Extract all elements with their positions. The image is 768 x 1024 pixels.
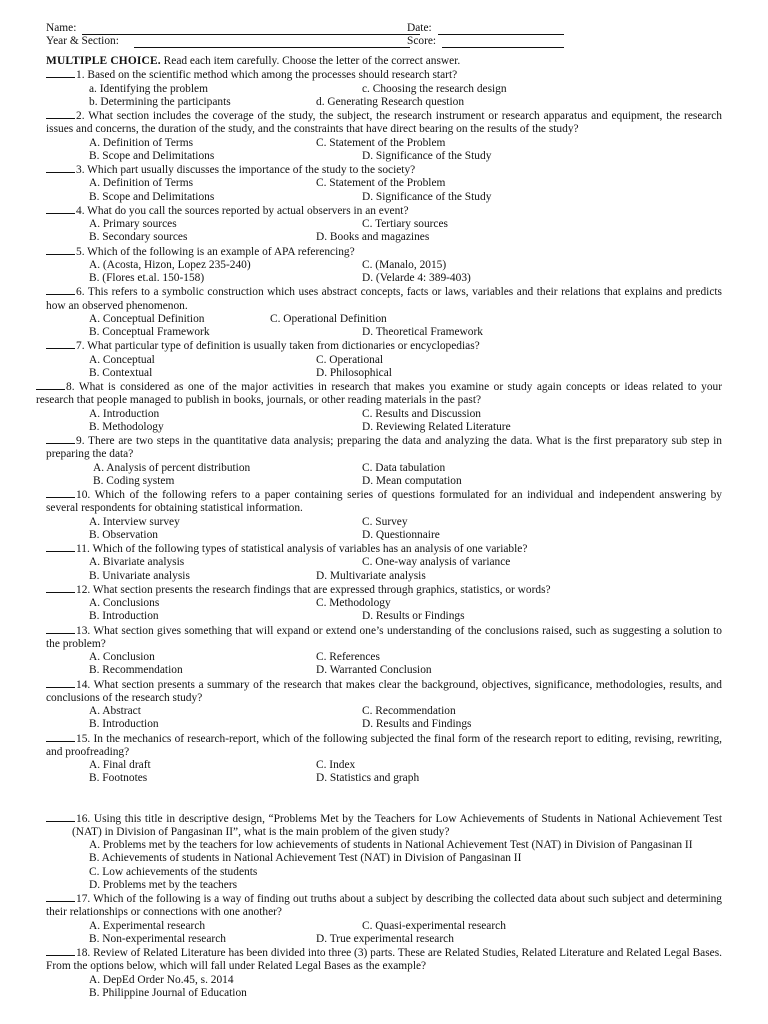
option-d: D. Theoretical Framework [362, 326, 483, 338]
option-b: B. Philippine Journal of Education [89, 986, 247, 999]
question-18 [46, 946, 722, 974]
option-a: A. Interview survey [89, 515, 180, 528]
question-9 [46, 434, 722, 462]
question-stem: 11. Which of the following types of statistical analysis of variables has an analysis of one variable? [76, 543, 528, 555]
option-b: B. Contextual [89, 366, 153, 379]
option-a: A. Conclusions [89, 597, 160, 609]
option-a: A. Definition of Terms [89, 136, 194, 149]
question-3 [46, 163, 722, 177]
option-b: B. Univariate analysis [89, 569, 190, 582]
question-stem: 14. What section presents a summary of the research that makes clear the background, objectives, significance, methodologies, results, and conclusions of the research study? [46, 678, 722, 704]
option-c: C. Survey [362, 515, 408, 528]
option-d: D. Philosophical [316, 366, 392, 379]
option-d: D. Significance of the Study [362, 149, 492, 162]
option-a: A. (Acosta, Hizon, Lopez 235-240) [89, 258, 251, 271]
question-stem: 16. Using this title in descriptive design, “Problems Met by the Teachers for Low Achievements of Students in National Achievement Test (NAT) in Division of Pangasinan II”, what is the main problem of the given study? [72, 812, 722, 838]
question-8 [36, 380, 722, 408]
option-a: A. Conclusion [89, 651, 155, 663]
option-c: C. Tertiary sources [362, 218, 448, 230]
year-section-field[interactable] [134, 47, 410, 48]
option-b: B. (Flores et.al. 150-158) [89, 272, 205, 284]
score-field[interactable] [442, 47, 564, 48]
option-b: b. Determining the participants [89, 95, 231, 108]
option-a: A. Experimental research [89, 919, 206, 932]
option-a: A. Analysis of percent distribution [93, 461, 251, 474]
option-c: c. Choosing the research design [362, 82, 507, 95]
question-4 [46, 204, 722, 218]
answer-blank-1[interactable] [46, 68, 75, 78]
option-c: C. Operational [316, 353, 384, 366]
question-1 [46, 68, 722, 82]
option-b: B. Coding system [93, 474, 175, 487]
option-d: d. Generating Research question [316, 95, 465, 108]
question-stem: 2. What section includes the coverage of the study, the subject, the research instrument or research apparatus and equipment, the research issues and concerns, the duration of the study, and the constraints that have direct bearing on the results of the study? [46, 110, 722, 136]
year-section-label: Year & Section: [46, 35, 119, 47]
option-a: A. Conceptual Definition [89, 312, 205, 325]
question-stem: 8. What is considered as one of the major activities in research that makes you examine or study again concepts or ideas related to your research that people managed to publish in books, journals, or other reading materials in the past? [36, 381, 722, 407]
option-d: D. (Velarde 4: 389-403) [362, 272, 471, 284]
option-d: D. Problems met by the teachers [89, 878, 238, 891]
answer-blank-13[interactable] [46, 624, 75, 634]
option-c: C. Operational Definition [270, 312, 387, 325]
answer-blank-11[interactable] [46, 542, 75, 552]
answer-blank-16[interactable] [46, 812, 75, 822]
answer-blank-17[interactable] [46, 892, 75, 902]
option-d: D. Reviewing Related Literature [362, 420, 511, 433]
option-c: C. Quasi-experimental research [362, 919, 506, 932]
header-row-2 [46, 35, 726, 49]
option-d: D. Mean computation [362, 474, 462, 487]
instructions [46, 55, 722, 68]
question-14 [46, 678, 722, 706]
question-16 [46, 812, 722, 840]
option-c: C. Index [316, 759, 356, 771]
answer-blank-6[interactable] [46, 285, 75, 295]
question-stem: 1. Based on the scientific method which among the processes should research start? [76, 69, 458, 82]
question-stem: 10. Which of the following refers to a paper containing series of questions formulated for an individual and independent answering by several respondents for obtaining statistical information. [46, 489, 722, 515]
question-stem: 6. This refers to a symbolic construction which uses abstract concepts, facts or laws, variables and their relations that explains and predicts how an observed phenomenon. [46, 286, 722, 312]
question-15 [46, 732, 722, 760]
question-stem: 3. Which part usually discusses the importance of the study to the society? [76, 164, 416, 176]
option-c: C. Statement of the Problem [316, 177, 446, 190]
question-6 [46, 285, 722, 313]
option-c: C. Statement of the Problem [316, 136, 446, 149]
option-d: D. Results and Findings [362, 718, 472, 731]
option-a: A. DepEd Order No.45, s. 2014 [89, 973, 234, 986]
instructions-text: Read each item carefully. Choose the letter of the correct answer. [160, 55, 461, 67]
answer-blank-8[interactable] [36, 380, 65, 390]
date-label: Date: [407, 22, 432, 34]
option-b: B. Introduction [89, 610, 159, 623]
option-c: C. Low achievements of the students [89, 865, 258, 878]
option-d: D. Significance of the Study [362, 190, 492, 203]
option-b: B. Achievements of students in National Achievement Test (NAT) in Division of Pangasinan II [89, 852, 522, 865]
question-stem: 18. Review of Related Literature has been divided into three (3) parts. These are Related Studies, Related Literature and Related Legal Bases. From the options below, which will fall under Related Legal Bases as the example? [46, 947, 722, 973]
answer-blank-18[interactable] [46, 946, 75, 956]
question-stem: 17. Which of the following is a way of finding out truths about a subject by describing the collected data about such subject and determining their relationships or connections with one another? [46, 893, 722, 919]
option-d: D. Results or Findings [362, 610, 465, 623]
option-a: A. Problems met by the teachers for low achievements of students in National Achievement Test (NAT) in Division of Pangasinan II [89, 839, 693, 851]
question-11 [46, 542, 722, 556]
answer-blank-9[interactable] [46, 434, 75, 444]
option-d: D. True experimental research [316, 932, 454, 945]
option-c: C. Recommendation [362, 705, 456, 717]
option-c: C. Results and Discussion [362, 407, 481, 420]
instructions-title: MULTIPLE CHOICE. [46, 55, 161, 67]
answer-blank-12[interactable] [46, 583, 75, 593]
option-b: B. Footnotes [89, 772, 148, 785]
answer-blank-2[interactable] [46, 109, 75, 119]
question-10 [46, 488, 722, 516]
question-17 [46, 892, 722, 920]
option-d: D. Questionnaire [362, 528, 440, 541]
option-d: D. Multivariate analysis [316, 569, 426, 582]
question-stem: 13. What section gives something that will expand or extend one’s understanding of the conclusions raised, such as suggesting a solution to the problem? [46, 624, 722, 650]
option-b: B. Scope and Delimitations [89, 149, 215, 162]
option-b: B. Scope and Delimitations [89, 190, 215, 203]
option-a: A. Definition of Terms [89, 177, 194, 190]
option-c: C. References [316, 651, 380, 663]
option-b: B. Methodology [89, 420, 164, 433]
option-d: D. Statistics and graph [316, 772, 420, 785]
question-7 [46, 339, 722, 353]
option-d: D. Books and magazines [316, 231, 430, 244]
option-c: C. Data tabulation [362, 461, 446, 474]
option-a: A. Abstract [89, 705, 141, 717]
option-a: A. Bivariate analysis [89, 556, 185, 569]
option-b: B. Secondary sources [89, 231, 188, 244]
question-13 [46, 624, 722, 652]
question-stem: 12. What section presents the research findings that are expressed through graphics, statistics, or words? [76, 583, 551, 596]
answer-blank-15[interactable] [46, 732, 75, 742]
answer-blank-3[interactable] [46, 163, 75, 173]
answer-blank-7[interactable] [46, 339, 75, 349]
option-a: A. Final draft [89, 759, 151, 771]
question-stem: 7. What particular type of definition is usually taken from dictionaries or encyclopedias? [76, 340, 480, 353]
option-a: a. Identifying the problem [89, 82, 208, 95]
answer-blank-5[interactable] [46, 245, 75, 255]
answer-blank-10[interactable] [46, 488, 75, 498]
question-stem: 9. There are two steps in the quantitative data analysis; preparing the data and analyzing the data. What is the first preparatory sub step in preparing the data? [46, 435, 722, 461]
answer-blank-4[interactable] [46, 204, 75, 214]
answer-blank-14[interactable] [46, 678, 75, 688]
question-5 [46, 245, 722, 259]
option-b: B. Introduction [89, 718, 159, 731]
question-stem: 15. In the mechanics of research-report, which of the following subjected the final form of the research report to editing, revising, rewriting, and proofreading? [46, 732, 722, 758]
question-2 [46, 109, 722, 137]
question-stem: 5. Which of the following is an example of APA referencing? [76, 245, 355, 258]
header-row-1 [46, 22, 726, 36]
question-stem: 4. What do you call the sources reported by actual observers in an event? [76, 204, 409, 217]
option-c: C. (Manalo, 2015) [362, 258, 447, 271]
option-a: A. Introduction [89, 407, 160, 420]
option-c: C. Methodology [316, 597, 391, 609]
option-b: B. Observation [89, 528, 158, 541]
option-a: A. Primary sources [89, 218, 177, 230]
option-b: B. Non-experimental research [89, 932, 226, 945]
question-12 [46, 583, 722, 597]
quiz-content [36, 55, 722, 1000]
option-b: B. Recommendation [89, 664, 183, 677]
name-label: Name: [46, 22, 77, 34]
option-d: D. Warranted Conclusion [316, 664, 432, 677]
option-a: A. Conceptual [89, 353, 155, 366]
option-b: B. Conceptual Framework [89, 326, 210, 338]
option-c: C. One-way analysis of variance [362, 556, 511, 569]
score-label: Score: [407, 35, 437, 47]
